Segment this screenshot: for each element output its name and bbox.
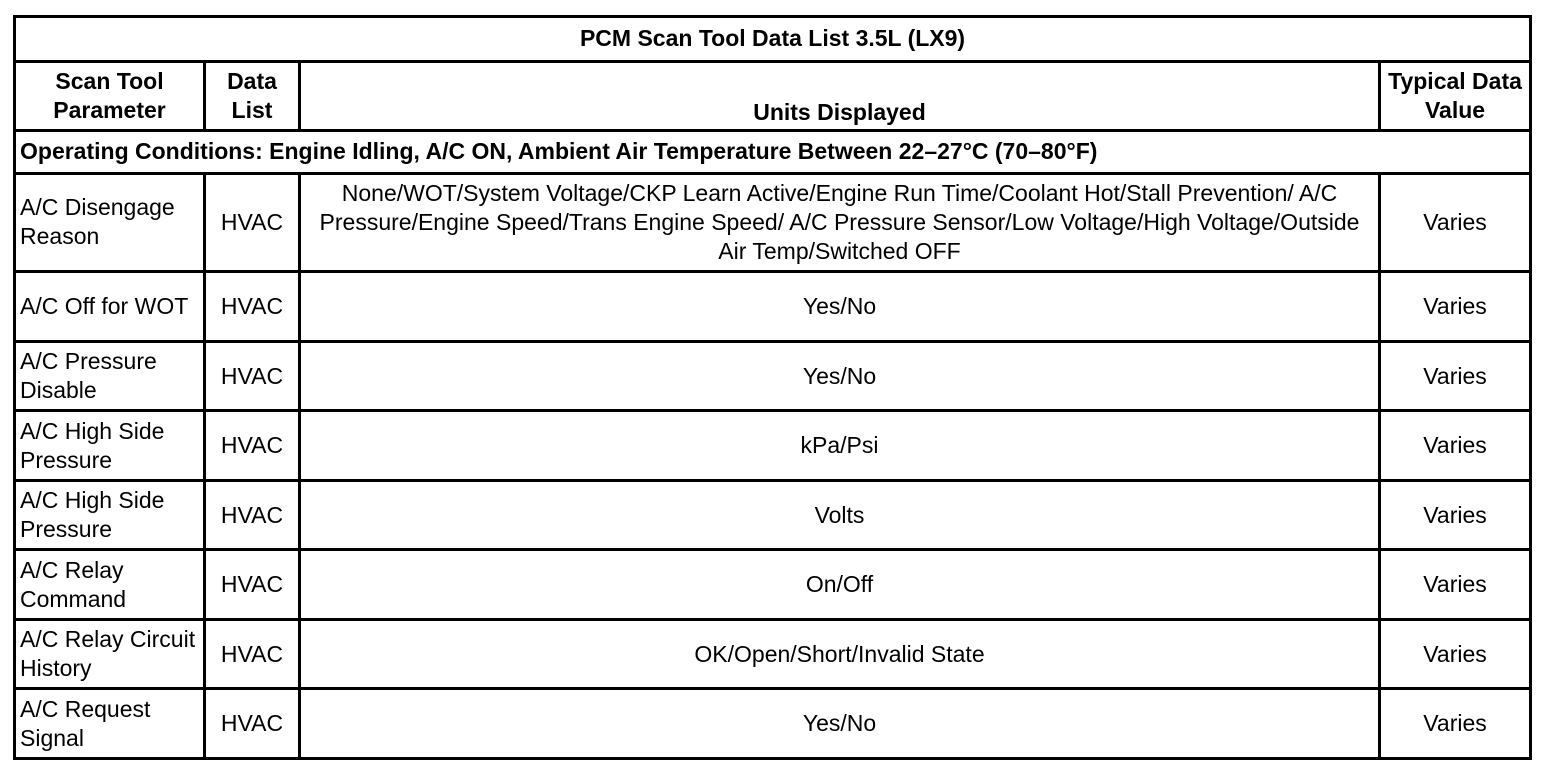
parameter-cell: A/C High Side Pressure: [15, 480, 205, 550]
data-list-cell: HVAC: [205, 480, 300, 550]
typical-value-cell: Varies: [1380, 550, 1531, 620]
header-units-displayed: Units Displayed: [300, 61, 1380, 131]
table-row: [15, 173, 1531, 272]
typical-value-cell: Varies: [1380, 411, 1531, 481]
data-list-cell: HVAC: [205, 341, 300, 411]
parameter-cell: A/C Relay Command: [15, 550, 205, 620]
data-list-cell: HVAC: [205, 173, 300, 272]
table-row: [15, 550, 1531, 620]
parameter-cell: A/C High Side Pressure: [15, 411, 205, 481]
typical-value-cell: Varies: [1380, 272, 1531, 342]
document-page: [13, 15, 1529, 760]
table-row: [15, 411, 1531, 481]
data-list-cell: HVAC: [205, 689, 300, 759]
parameter-cell: A/C Pressure Disable: [15, 341, 205, 411]
parameter-cell: A/C Off for WOT: [15, 272, 205, 342]
operating-conditions: Operating Conditions: Engine Idling, A/C ON, Ambient Air Temperature Between 22–27°C (70–80°F): [15, 131, 1531, 174]
units-cell: Yes/No: [300, 341, 1380, 411]
data-list-cell: HVAC: [205, 272, 300, 342]
header-row: [15, 61, 1531, 131]
operating-conditions-row: [15, 131, 1531, 174]
header-data-list: Data List: [205, 61, 300, 131]
typical-value-cell: Varies: [1380, 619, 1531, 689]
parameter-cell: A/C Disengage Reason: [15, 173, 205, 272]
units-cell: On/Off: [300, 550, 1380, 620]
data-list-cell: HVAC: [205, 411, 300, 481]
typical-value-cell: Varies: [1380, 480, 1531, 550]
title-row: [15, 17, 1531, 62]
table-row: [15, 689, 1531, 759]
units-cell: kPa/Psi: [300, 411, 1380, 481]
units-cell: Yes/No: [300, 272, 1380, 342]
typical-value-cell: Varies: [1380, 689, 1531, 759]
typical-value-cell: Varies: [1380, 173, 1531, 272]
table-title: PCM Scan Tool Data List 3.5L (LX9): [15, 17, 1531, 62]
typical-value-cell: Varies: [1380, 341, 1531, 411]
units-cell: Volts: [300, 480, 1380, 550]
header-scan-tool-parameter: Scan Tool Parameter: [15, 61, 205, 131]
scan-tool-data-table: [13, 15, 1532, 760]
data-list-cell: HVAC: [205, 619, 300, 689]
units-cell: None/WOT/System Voltage/CKP Learn Active/Engine Run Time/Coolant Hot/Stall Prevention/ A/C Pressure/Engine Speed/Trans Engine Speed/ A/C Pressure Sensor/Low Voltage/High Voltage/Outside Air Temp/Switched OFF: [300, 173, 1380, 272]
table-row: [15, 619, 1531, 689]
units-cell: Yes/No: [300, 689, 1380, 759]
parameter-cell: A/C Request Signal: [15, 689, 205, 759]
data-list-cell: HVAC: [205, 550, 300, 620]
table-row: [15, 480, 1531, 550]
parameter-cell: A/C Relay Circuit History: [15, 619, 205, 689]
table-row: [15, 272, 1531, 342]
table-row: [15, 341, 1531, 411]
header-typical-data-value: Typical Data Value: [1380, 61, 1531, 131]
units-cell: OK/Open/Short/Invalid State: [300, 619, 1380, 689]
